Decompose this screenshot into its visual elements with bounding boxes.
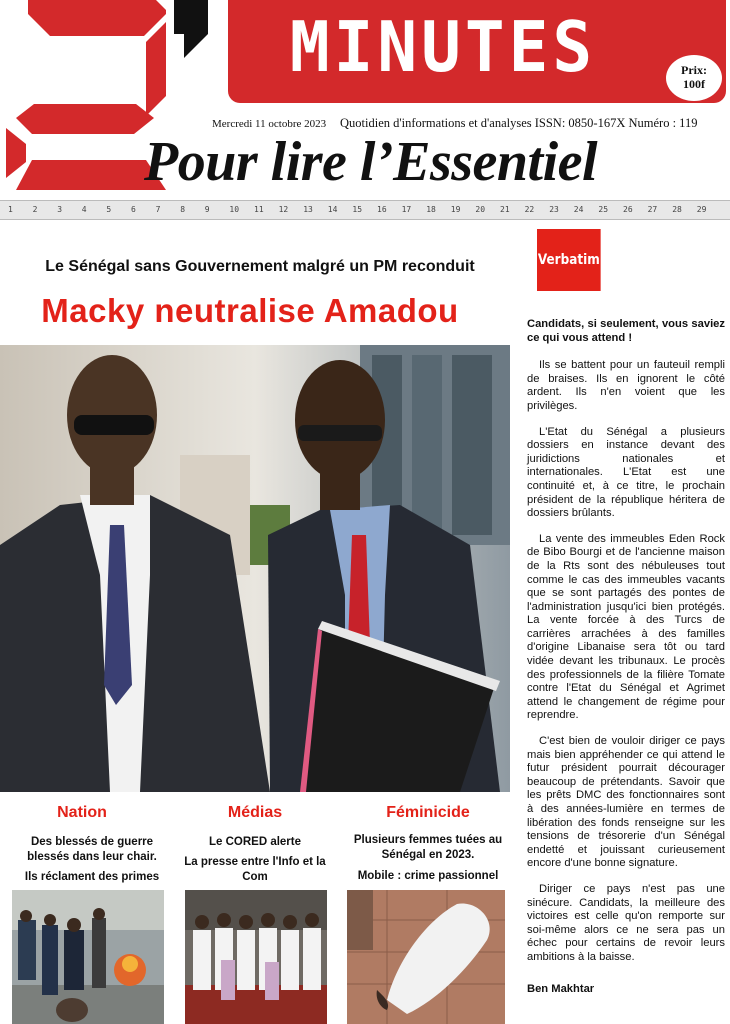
ruler-number: 25: [598, 205, 609, 214]
ruler-number: 6: [131, 205, 136, 214]
masthead-slogan: Pour lire l’Essentiel: [144, 131, 598, 193]
ruler-number: 11: [254, 205, 264, 214]
verbatim-paragraph: L'Etat du Sénégal a plusieurs dossiers en instance devant des juridictions nationales et internationales. L'Etat est une continuité et, à ce titre, le prochain président de la république héritera de dossiers brûlants.: [527, 425, 725, 520]
issue-date: Mercredi 11 octobre 2023: [212, 118, 327, 130]
ruler-number: 23: [549, 205, 559, 214]
main-photo: [0, 345, 510, 792]
ruler-number: 10: [229, 205, 240, 214]
medias-teaser-2: La presse entre l'Info et la Com: [184, 856, 326, 883]
ruler-number: 5: [106, 205, 112, 214]
ruler-number: 16: [377, 205, 387, 214]
verbatim-signature: Ben Makhtar: [527, 982, 595, 995]
ruler-number: 3: [57, 205, 63, 214]
ruler-number: 12: [278, 205, 289, 214]
ruler-number: 8: [180, 205, 186, 214]
verbatim-column: [527, 318, 725, 996]
ruler-number: 22: [524, 205, 535, 214]
feminicide-teaser-1: Plusieurs femmes tuées au Sénégal en 2023.: [353, 834, 503, 861]
verbatim-paragraph: La vente des immeubles Eden Rock de Bibo Bourgi et de l'ancienne maison de la Rts sont des nébuleuses tout comme le cas des immeubles vacants que se sont partagés des pontes de l'administration jusqu'ici bien protégés. La vente forcée à des Turcs de carrières arrachées à des familles d'origine Libanaise sera tôt ou tard vidée devant les tribunaux. Le procès des professionnels de la filière Tomate contre l'Etat du Sénégal et Agrimet attend le changement de régime pour reprendre.: [527, 532, 725, 722]
ruler-number: 14: [327, 205, 338, 214]
logo-apostrophe: [170, 0, 210, 60]
ruler-number: 29: [696, 205, 707, 214]
main-kicker: Le Sénégal sans Gouvernement malgré un PM reconduit: [45, 258, 475, 275]
verbatim-paragraph: C'est bien de vouloir diriger ce pays mais bien appréhender ce qui attend le futur président pourrait décourager beaucoup de prétendants. Savoir que les prêts DMC des fonctionnaires sont à des années-lumière en termes de libération des fonds renseigne sur les tensions de trésorerie d'un Sénégal endetté et jouissant curieusement encore d'une bonne signature.: [527, 735, 725, 870]
verbatim-title: Candidats, si seulement, vous saviez ce qui vous attend !: [527, 318, 725, 344]
ruler-number: 28: [672, 205, 682, 214]
masthead-title: MINUTES: [289, 7, 597, 88]
verbatim-badge: Verbatim: [537, 229, 601, 291]
rubric-nation: Nation: [57, 804, 107, 821]
ruler-number: 27: [647, 205, 658, 214]
ruler-number: 20: [475, 205, 486, 214]
ruler-number: 2: [32, 205, 38, 214]
price-badge: [666, 55, 722, 101]
ruler-strip: [0, 200, 730, 220]
ruler-number: 15: [352, 205, 363, 214]
ruler-number: 26: [623, 205, 633, 214]
rubric-medias: Médias: [227, 804, 283, 821]
ruler-number: 19: [450, 205, 461, 214]
rubric-feminicide: Féminicide: [386, 804, 470, 821]
issue-info: Quotidien d'informations et d'analyses ISSN: 0850-167X Numéro : 119: [340, 116, 698, 130]
ruler-number: 18: [426, 205, 436, 214]
medias-photo: [185, 890, 327, 1024]
ruler-number: 17: [401, 205, 412, 214]
ruler-number: 4: [81, 205, 87, 214]
ruler-number: 13: [303, 205, 313, 214]
masthead-title-bar: [228, 0, 726, 103]
nation-teaser-2: Ils réclament des primes: [24, 871, 160, 883]
main-headline: Macky neutralise Amadou: [41, 292, 459, 329]
price-value: 100f: [683, 77, 705, 91]
feminicide-teaser-2: Mobile : crime passionnel: [357, 870, 499, 882]
verbatim-paragraph: Diriger ce pays n'est pas une sinécure. Candidats, la meilleure des victoires est celle qu'on remporte sur soi-même alors ce ne sera pas un échec pour certains de revoir leurs ambitions à la baisse.: [527, 882, 725, 963]
ruler-number: 7: [155, 205, 161, 214]
logo-number-2: [6, 0, 166, 195]
verbatim-paragraph: Ils se battent pour un fauteuil rempli de braises. Ils en ignorent le côté ardent. Ils n'en voient que les privilèges.: [527, 359, 725, 412]
ruler-number: 9: [204, 205, 210, 214]
ruler-number: 1: [8, 205, 13, 214]
nation-teaser-1: Des blessés de guerre blessés dans leur chair.: [27, 836, 157, 863]
ruler-number: 21: [500, 205, 510, 214]
ruler-number: 24: [573, 205, 584, 214]
medias-teaser-1: Le CORED alerte: [208, 836, 302, 848]
feminicide-photo: [347, 890, 505, 1024]
price-label: Prix:: [681, 63, 707, 77]
nation-photo: [12, 890, 164, 1024]
